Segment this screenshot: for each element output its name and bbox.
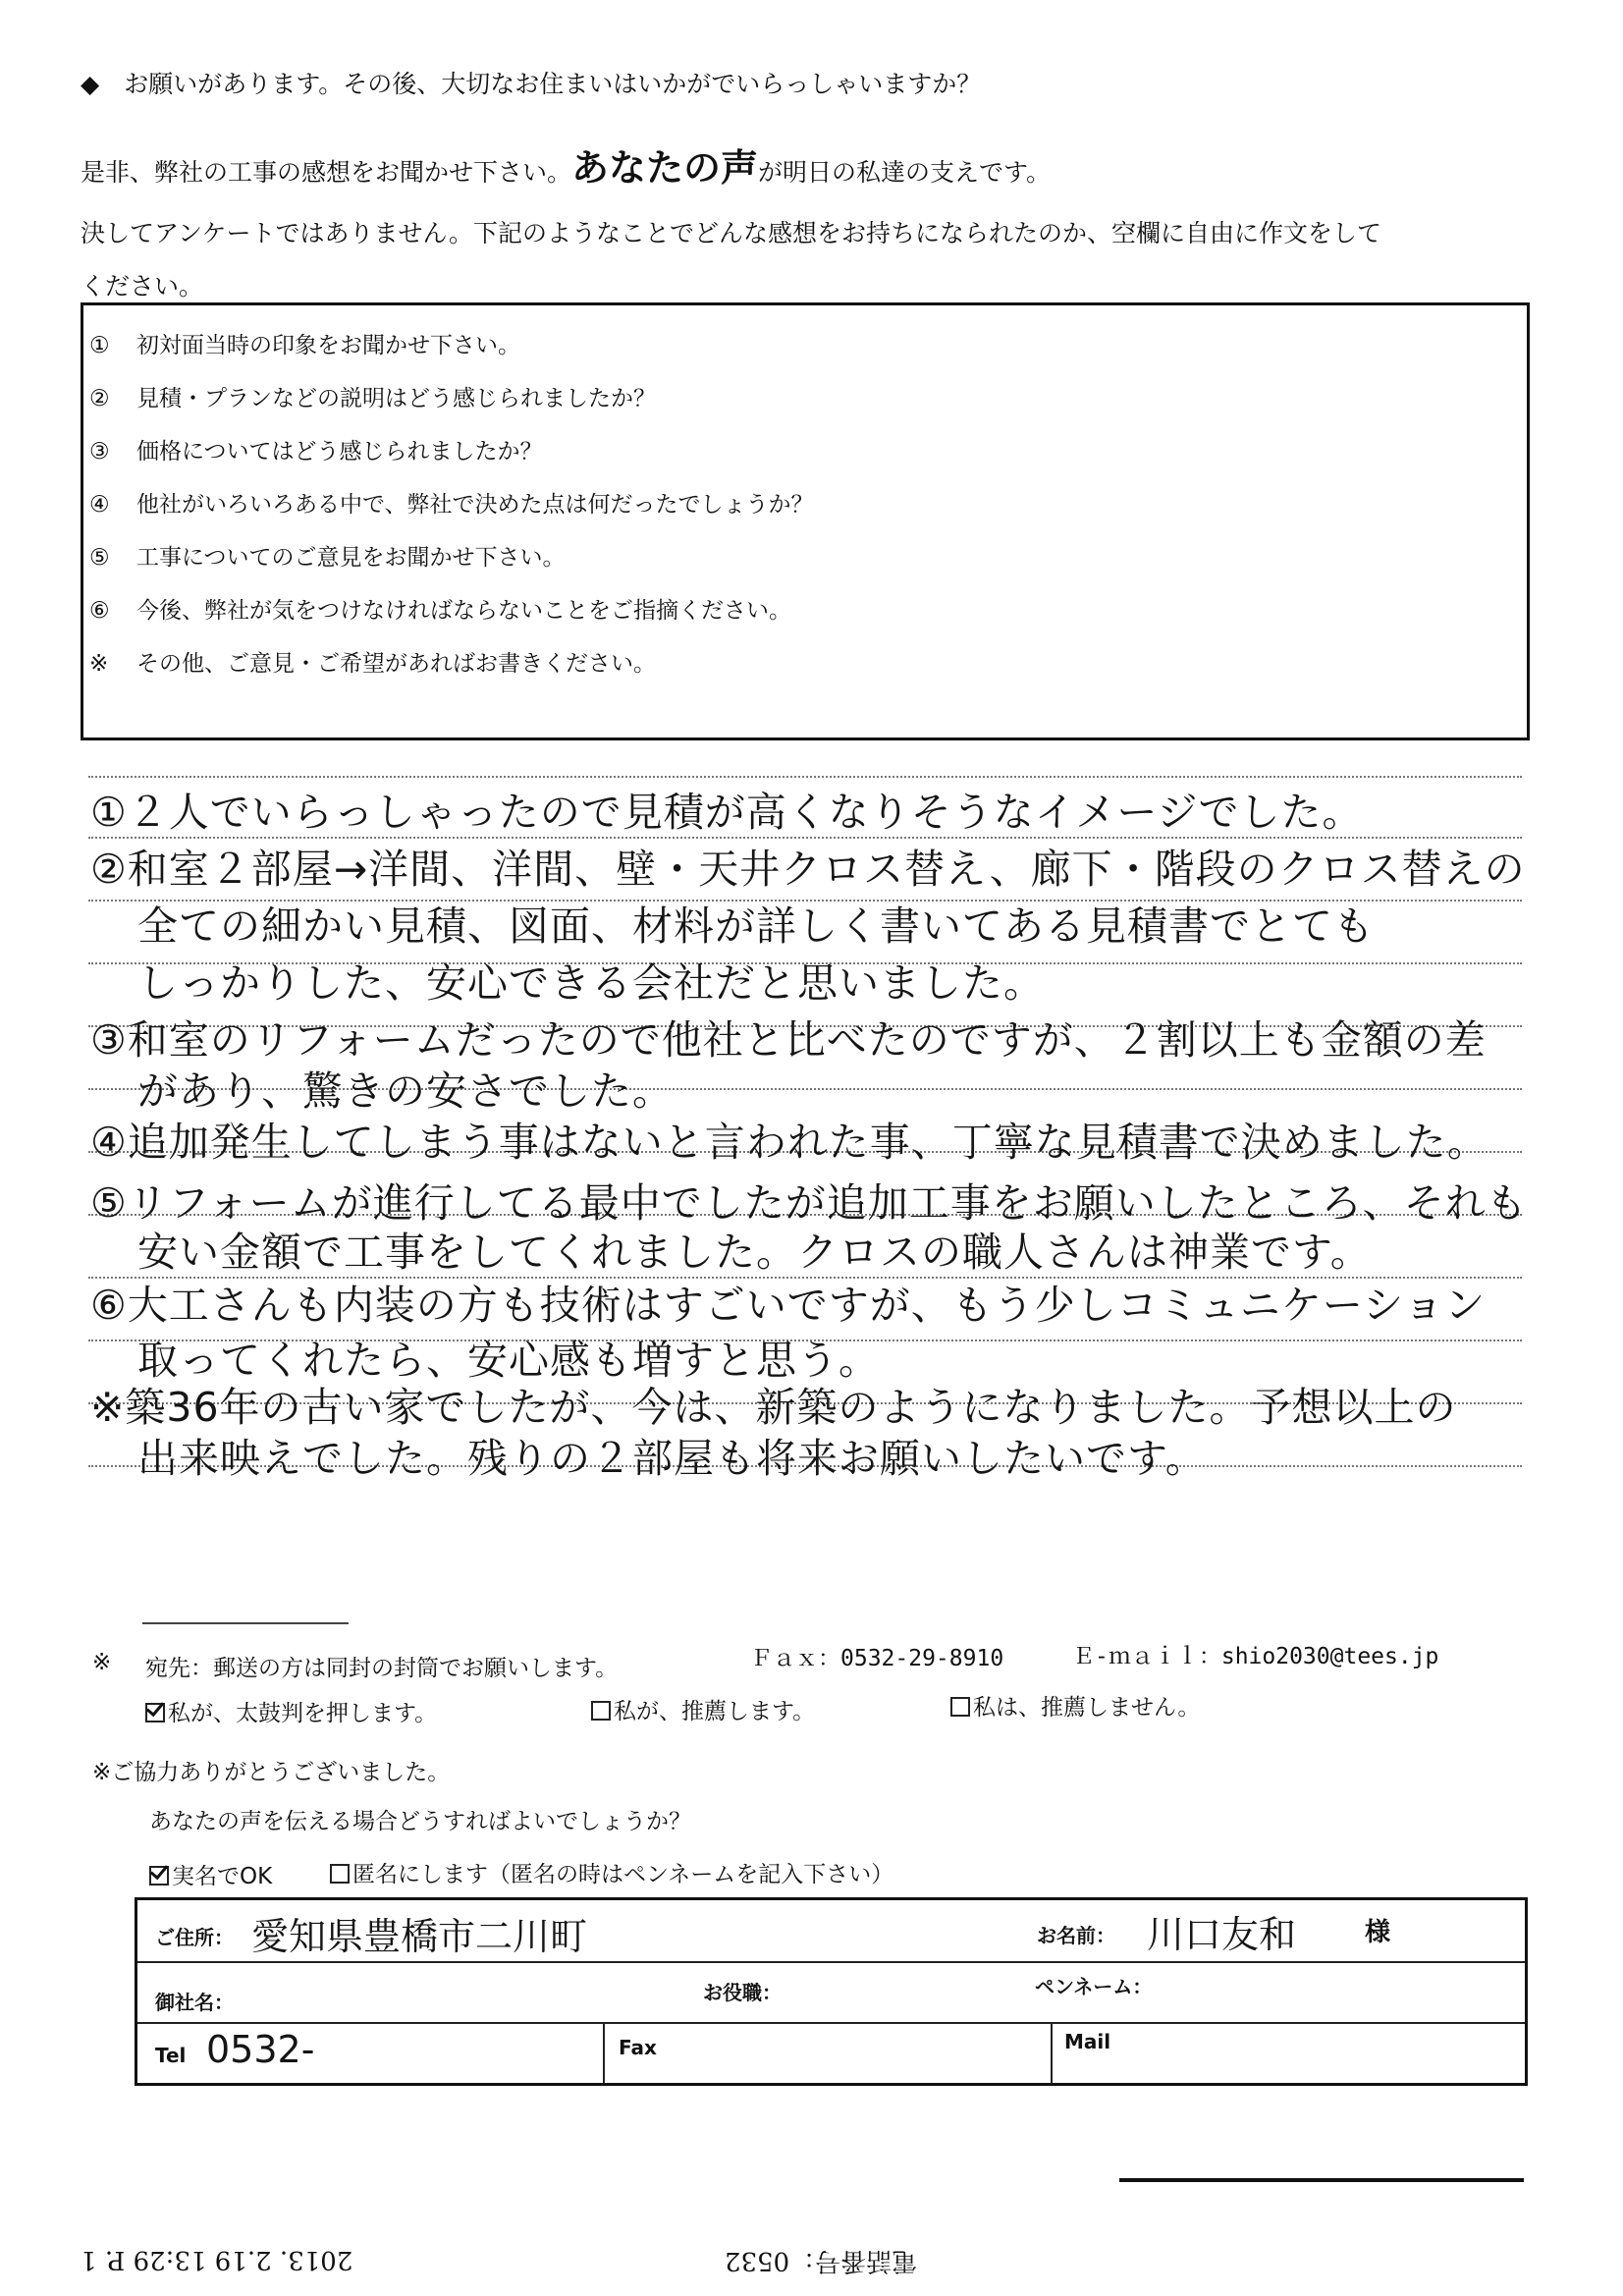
answer-line-5: ③和室のリフォームだったので他社と比べたのですが、２割以上も金額の差 xyxy=(90,1016,1487,1064)
checkbox-empty-icon[interactable] xyxy=(330,1864,350,1884)
answer-line-11: 取ってくれたら、安心感も増すと思う。 xyxy=(137,1337,880,1384)
tel-label: Tel xyxy=(155,2044,187,2067)
choice-recommend-strong[interactable]: 私が、太鼓判を押します。 xyxy=(145,1695,437,1727)
footer-address: 宛先：郵送の方は同封の封筒でお願いします。 xyxy=(145,1656,619,1681)
answer-line-7: ④追加発生してしまう事はないと言われた事、丁寧な見積書で決めました。 xyxy=(90,1119,1488,1166)
answer-line-12: ※築36年の古い家でしたが、今は、新築のようになりました。予想以上の xyxy=(90,1384,1457,1431)
address-label: ご住所： xyxy=(155,1926,234,1949)
question-6: ⑥ 今後、弊社が気をつけなければならないことをご指摘ください。 xyxy=(89,598,791,624)
checkbox-checked-icon[interactable] xyxy=(145,1703,165,1722)
position-label: お役職： xyxy=(703,1981,782,2004)
answer-line-4: しっかりした、安心できる会社だと思いました。 xyxy=(137,959,1045,1007)
intro-line-2a: 是非、弊社の工事の感想をお聞かせ下さい。 xyxy=(81,158,572,187)
name-label: お名前： xyxy=(1037,1924,1115,1947)
question-4: ④ 他社がいろいろある中で、弊社で決めた点は何だったでしょうか？ xyxy=(89,492,814,518)
question-2: ② 見積・プランなどの説明はどう感じられましたか？ xyxy=(89,386,656,411)
checkbox-empty-icon[interactable] xyxy=(591,1701,611,1721)
question-5: ⑤ 工事についてのご意見をお聞かせ下さい。 xyxy=(89,545,566,571)
checkbox-checked-icon[interactable] xyxy=(149,1866,169,1886)
choice-recommend[interactable]: 私が、推薦します。 xyxy=(591,1693,815,1725)
question-1: ① 初対面当時の印象をお聞かせ下さい。 xyxy=(89,333,520,358)
answer-line-1: ①２人でいらっしゃったので見積が高くなりそうなイメージでした。 xyxy=(90,789,1364,836)
intro-line-4: ください。 xyxy=(81,272,204,301)
company-label: 御社名： xyxy=(155,1991,234,2014)
intro-line-1: ◆ お願いがあります。その後、大切なお住まいはいかがでいらっしゃいますか？ xyxy=(81,70,982,98)
answer-line-10: ⑥大工さんも内装の方も技術はすごいですが、もう少しコミュニケーション xyxy=(90,1282,1487,1329)
fax-label: Fax xyxy=(619,2036,657,2059)
question-box xyxy=(81,302,1530,740)
answer-line-2: ②和室２部屋→洋間、洋間、壁・天井クロス替え、廊下・階段のクロス替えの xyxy=(90,846,1526,893)
answer-line-6: があり、驚きの安さでした。 xyxy=(137,1067,674,1115)
name-value[interactable]: 川口友和 xyxy=(1147,1913,1297,1956)
name-suffix: 様 xyxy=(1365,1918,1391,1947)
question-3: ③ 価格についてはどう感じられましたか？ xyxy=(89,439,543,465)
footer-fax: Ｆａｘ：0532-29-8910 xyxy=(750,1646,1004,1671)
intro-voice-emphasis: あなたの声 xyxy=(571,145,759,190)
answer-line-3: 全ての細かい見積、図面、材料が詳しく書いてある見積書でとても xyxy=(137,902,1375,950)
checkbox-empty-icon[interactable] xyxy=(950,1697,970,1717)
name-option-real[interactable]: 実名でOK xyxy=(149,1858,272,1890)
footer-question: あなたの声を伝える場合どうすればよいでしょうか？ xyxy=(149,1809,691,1834)
footer-email: Ｅ-ｍａｉｌ：shio2030@tees.jp xyxy=(1072,1644,1439,1669)
intro-line-3: 決してアンケートではありません。下記のようなことでどんな感想をお持ちになられたのか、空欄に自由に作文をして xyxy=(81,219,1382,247)
fax-header-timestamp: 2013. 2.19 13:29 P. 1 xyxy=(81,2245,353,2274)
contact-form xyxy=(135,1897,1528,2086)
choice-not-recommend[interactable]: 私は、推薦しません。 xyxy=(950,1689,1200,1722)
footer-note-mark: ※ xyxy=(92,1650,112,1675)
mail-label: Mail xyxy=(1064,2030,1111,2053)
tel-value[interactable]: 0532- xyxy=(206,2028,315,2071)
fax-header-phone: 電話番号：0532 xyxy=(725,2246,918,2275)
answer-line-13: 出来映えでした。残りの２部屋も将来お願いしたいです。 xyxy=(137,1435,1207,1482)
intro-line-2c: が明日の私達の支えです。 xyxy=(758,158,1052,187)
question-other: ※ その他、ご意見・ご希望があればお書きください。 xyxy=(89,651,656,677)
answer-line-8: ⑤リフォームが進行してる最中でしたが追加工事をお願いしたところ、それも xyxy=(90,1179,1528,1227)
penname-label: ペンネーム： xyxy=(1035,1975,1153,1998)
name-option-anonymous[interactable]: 匿名にします（匿名の時はペンネームを記入下さい） xyxy=(330,1856,893,1888)
address-value[interactable]: 愛知県豊橋市二川町 xyxy=(251,1915,588,1958)
intro-line-2 xyxy=(81,137,1051,191)
answer-line-9: 安い金額で工事をしてくれました。クロスの職人さんは神業です。 xyxy=(137,1229,1372,1276)
footer-thanks: ※ご協力ありがとうございました。 xyxy=(92,1760,451,1785)
